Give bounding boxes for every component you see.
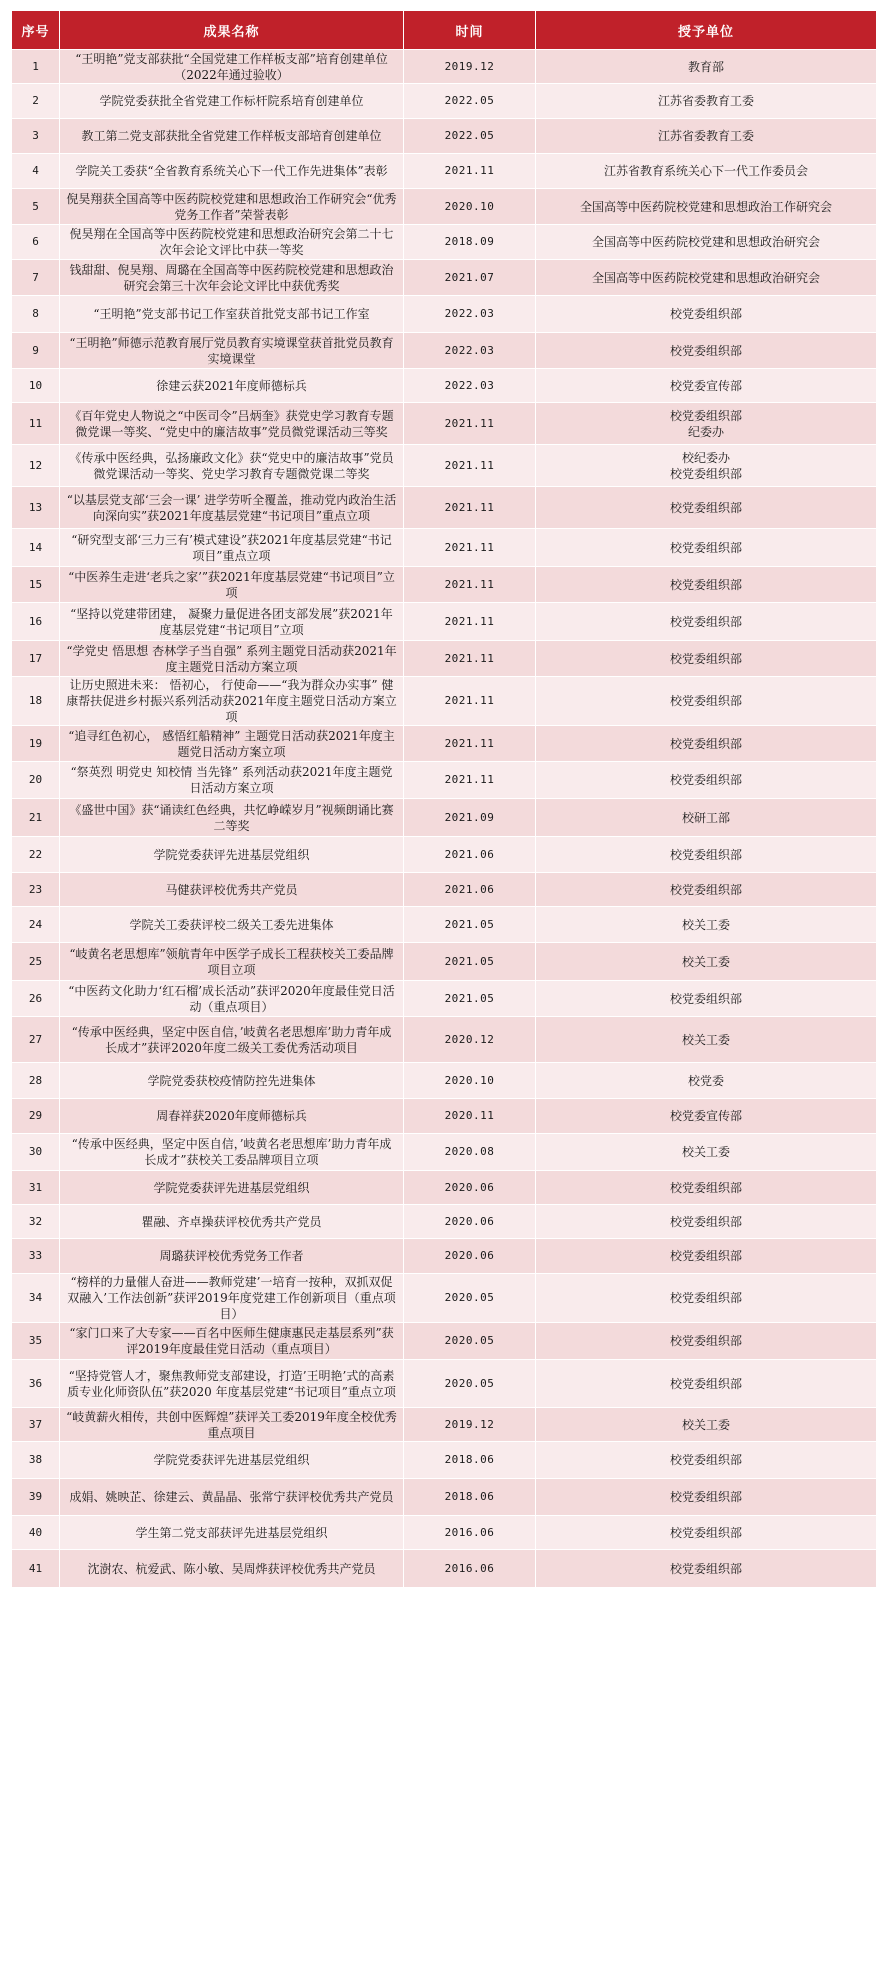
cell-no: 23 bbox=[12, 873, 60, 907]
cell-name: “王明艳”党支部获批“全国党建工作样板支部”培育创建单位（2022年通过验收） bbox=[60, 50, 404, 84]
cell-time: 2020.10 bbox=[404, 1063, 536, 1099]
cell-time: 2021.06 bbox=[404, 873, 536, 907]
cell-time: 2021.05 bbox=[404, 943, 536, 981]
cell-name: “岐黄薪火相传，共创中医辉煌”获评关工委2019年度全校优秀重点项目 bbox=[60, 1408, 404, 1442]
cell-time: 2021.11 bbox=[404, 677, 536, 726]
cell-unit: 校党委组织部 bbox=[536, 677, 877, 726]
cell-name: 学院关工委获“全省教育系统关心下一代工作先进集体”表彰 bbox=[60, 154, 404, 189]
cell-no: 35 bbox=[12, 1323, 60, 1360]
cell-name: 学院党委获校疫情防控先进集体 bbox=[60, 1063, 404, 1099]
cell-unit: 校党委组织部 bbox=[536, 1239, 877, 1274]
cell-time: 2018.09 bbox=[404, 225, 536, 260]
cell-name: “传承中医经典，坚定中医自信，’岐黄名老思想库’助力青年成长成才”获评2020年度二级关工委优秀活动项目 bbox=[60, 1017, 404, 1063]
header-no: 序号 bbox=[12, 11, 60, 50]
table-row bbox=[12, 154, 877, 189]
cell-no: 5 bbox=[12, 189, 60, 225]
table-row bbox=[12, 1134, 877, 1171]
cell-time: 2020.08 bbox=[404, 1134, 536, 1171]
table-row bbox=[12, 260, 877, 296]
table-row bbox=[12, 1063, 877, 1099]
cell-time: 2021.06 bbox=[404, 837, 536, 873]
cell-time: 2021.05 bbox=[404, 981, 536, 1017]
cell-time: 2020.05 bbox=[404, 1360, 536, 1408]
cell-unit: 校党委组织部 纪委办 bbox=[536, 403, 877, 445]
table-row bbox=[12, 1323, 877, 1360]
table-row bbox=[12, 1274, 877, 1323]
cell-unit: 全国高等中医药院校党建和思想政治研究会 bbox=[536, 225, 877, 260]
table-row bbox=[12, 567, 877, 603]
cell-name: “榜样的力量催人奋进——教师党建’一培育一按种，双抓双促双融入’工作法创新”获评2019年度党建工作创新项目（重点项目） bbox=[60, 1274, 404, 1323]
table-row bbox=[12, 84, 877, 119]
cell-no: 15 bbox=[12, 567, 60, 603]
cell-time: 2021.11 bbox=[404, 403, 536, 445]
cell-unit: 校党委组织部 bbox=[536, 837, 877, 873]
table-row bbox=[12, 799, 877, 837]
cell-no: 13 bbox=[12, 487, 60, 529]
cell-time: 2020.06 bbox=[404, 1239, 536, 1274]
header-name: 成果名称 bbox=[60, 11, 404, 50]
cell-time: 2016.06 bbox=[404, 1516, 536, 1550]
cell-unit: 校纪委办 校党委组织部 bbox=[536, 445, 877, 487]
cell-no: 41 bbox=[12, 1550, 60, 1588]
cell-unit: 校党委组织部 bbox=[536, 603, 877, 641]
cell-no: 6 bbox=[12, 225, 60, 260]
cell-time: 2020.10 bbox=[404, 189, 536, 225]
cell-time: 2021.11 bbox=[404, 487, 536, 529]
cell-time: 2020.12 bbox=[404, 1017, 536, 1063]
cell-name: “祭英烈 明党史 知校情 当先锋” 系列活动获2021年度主题党日活动方案立项 bbox=[60, 762, 404, 799]
cell-unit: 校党委组织部 bbox=[536, 529, 877, 567]
table-row bbox=[12, 1360, 877, 1408]
table-body bbox=[12, 50, 877, 1588]
table-row bbox=[12, 529, 877, 567]
cell-no: 25 bbox=[12, 943, 60, 981]
table-row bbox=[12, 50, 877, 84]
cell-no: 18 bbox=[12, 677, 60, 726]
cell-time: 2019.12 bbox=[404, 50, 536, 84]
cell-time: 2021.07 bbox=[404, 260, 536, 296]
achievements-table bbox=[11, 10, 877, 1588]
achievements-table-wrapper bbox=[11, 10, 876, 1588]
cell-unit: 校党委组织部 bbox=[536, 1479, 877, 1516]
cell-unit: 校党委组织部 bbox=[536, 487, 877, 529]
cell-no: 4 bbox=[12, 154, 60, 189]
cell-no: 36 bbox=[12, 1360, 60, 1408]
cell-time: 2021.11 bbox=[404, 529, 536, 567]
cell-no: 16 bbox=[12, 603, 60, 641]
cell-name: 学院关工委获评校二级关工委先进集体 bbox=[60, 907, 404, 943]
cell-unit: 全国高等中医药院校党建和思想政治工作研究会 bbox=[536, 189, 877, 225]
cell-time: 2021.11 bbox=[404, 762, 536, 799]
table-row bbox=[12, 726, 877, 762]
table-header-row bbox=[12, 11, 877, 50]
cell-time: 2018.06 bbox=[404, 1442, 536, 1479]
table-row bbox=[12, 1408, 877, 1442]
cell-no: 19 bbox=[12, 726, 60, 762]
cell-time: 2021.05 bbox=[404, 907, 536, 943]
cell-name: 倪昊翔获全国高等中医药院校党建和思想政治工作研究会“优秀党务工作者”荣誉表彰 bbox=[60, 189, 404, 225]
cell-no: 2 bbox=[12, 84, 60, 119]
cell-name: 周春祥获2020年度师德标兵 bbox=[60, 1099, 404, 1134]
cell-name: 倪昊翔在全国高等中医药院校党建和思想政治研究会第二十七次年会论文评比中获一等奖 bbox=[60, 225, 404, 260]
cell-no: 29 bbox=[12, 1099, 60, 1134]
cell-no: 26 bbox=[12, 981, 60, 1017]
cell-no: 40 bbox=[12, 1516, 60, 1550]
cell-name: 徐建云获2021年度师德标兵 bbox=[60, 369, 404, 403]
cell-name: 学院党委获批全省党建工作标杆院系培育创建单位 bbox=[60, 84, 404, 119]
cell-no: 1 bbox=[12, 50, 60, 84]
cell-name: 瞿融、齐卓操获评校优秀共产党员 bbox=[60, 1205, 404, 1239]
cell-unit: 校研工部 bbox=[536, 799, 877, 837]
table-row bbox=[12, 1205, 877, 1239]
cell-name: “中医药文化助力‘红石榴’成长活动”获评2020年度最佳党日活动（重点项目） bbox=[60, 981, 404, 1017]
cell-unit: 校党委组织部 bbox=[536, 1360, 877, 1408]
cell-unit: 校党委宣传部 bbox=[536, 369, 877, 403]
cell-no: 10 bbox=[12, 369, 60, 403]
cell-unit: 教育部 bbox=[536, 50, 877, 84]
cell-name: “研究型支部‘三力三有’模式建设”获2021年度基层党建“书记项目”重点立项 bbox=[60, 529, 404, 567]
cell-name: 让历史照进未来： 悟初心， 行使命——“我为群众办实事” 健康帮扶促进乡村振兴系列活动获2021年度主题党日活动方案立项 bbox=[60, 677, 404, 726]
cell-name: 教工第二党支部获批全省党建工作样板支部培育创建单位 bbox=[60, 119, 404, 154]
cell-name: “中医养生走进‘老兵之家’”获2021年度基层党建“书记项目”立项 bbox=[60, 567, 404, 603]
cell-time: 2021.11 bbox=[404, 726, 536, 762]
cell-name: 《传承中医经典，弘扬廉政文化》获“党史中的廉洁故事”党员微党课活动一等奖、党史学习教育专题微党课二等奖 bbox=[60, 445, 404, 487]
cell-time: 2022.03 bbox=[404, 333, 536, 369]
cell-unit: 校党委组织部 bbox=[536, 762, 877, 799]
cell-no: 21 bbox=[12, 799, 60, 837]
cell-unit: 校党委组织部 bbox=[536, 1323, 877, 1360]
cell-name: 周璐获评校优秀党务工作者 bbox=[60, 1239, 404, 1274]
cell-name: “家门口来了大专家——百名中医师生健康惠民走基层系列”获评2019年度最佳党日活动（重点项目） bbox=[60, 1323, 404, 1360]
cell-no: 8 bbox=[12, 296, 60, 333]
cell-time: 2020.05 bbox=[404, 1274, 536, 1323]
cell-no: 39 bbox=[12, 1479, 60, 1516]
cell-unit: 校党委组织部 bbox=[536, 1171, 877, 1205]
cell-time: 2022.05 bbox=[404, 84, 536, 119]
table-row bbox=[12, 1171, 877, 1205]
table-row bbox=[12, 873, 877, 907]
cell-name: “追寻红色初心， 感悟红船精神” 主题党日活动获2021年度主题党日活动方案立项 bbox=[60, 726, 404, 762]
table-row bbox=[12, 1550, 877, 1588]
table-row bbox=[12, 641, 877, 677]
cell-time: 2022.05 bbox=[404, 119, 536, 154]
cell-no: 3 bbox=[12, 119, 60, 154]
cell-time: 2021.11 bbox=[404, 567, 536, 603]
table-row bbox=[12, 296, 877, 333]
cell-name: “坚持党管人才，聚焦教师党支部建设，打造’王明艳’式的高素质专业化师资队伍”获2020 年度基层党建“书记项目”重点立项 bbox=[60, 1360, 404, 1408]
cell-name: 学院党委获评先进基层党组织 bbox=[60, 837, 404, 873]
cell-no: 38 bbox=[12, 1442, 60, 1479]
cell-unit: 校党委宣传部 bbox=[536, 1099, 877, 1134]
cell-no: 9 bbox=[12, 333, 60, 369]
header-unit: 授予单位 bbox=[536, 11, 877, 50]
cell-no: 34 bbox=[12, 1274, 60, 1323]
table-row bbox=[12, 189, 877, 225]
cell-unit: 校党委组织部 bbox=[536, 726, 877, 762]
table-row bbox=[12, 225, 877, 260]
table-row bbox=[12, 677, 877, 726]
cell-unit: 校党委组织部 bbox=[536, 1442, 877, 1479]
cell-time: 2021.11 bbox=[404, 445, 536, 487]
cell-name: “坚持以党建带团建， 凝聚力量促进各团支部发展”获2021年度基层党建“书记项目”立项 bbox=[60, 603, 404, 641]
cell-time: 2020.05 bbox=[404, 1323, 536, 1360]
cell-time: 2021.09 bbox=[404, 799, 536, 837]
cell-unit: 校党委组织部 bbox=[536, 1516, 877, 1550]
cell-unit: 校党委组织部 bbox=[536, 981, 877, 1017]
cell-name: 马健获评校优秀共产党员 bbox=[60, 873, 404, 907]
cell-time: 2021.11 bbox=[404, 603, 536, 641]
cell-time: 2022.03 bbox=[404, 296, 536, 333]
cell-no: 11 bbox=[12, 403, 60, 445]
cell-name: 学院党委获评先进基层党组织 bbox=[60, 1171, 404, 1205]
cell-no: 31 bbox=[12, 1171, 60, 1205]
cell-unit: 校党委 bbox=[536, 1063, 877, 1099]
table-row bbox=[12, 943, 877, 981]
cell-unit: 校关工委 bbox=[536, 943, 877, 981]
table-row bbox=[12, 1239, 877, 1274]
cell-name: “学党史 悟思想 杏林学子当自强” 系列主题党日活动获2021年度主题党日活动方案立项 bbox=[60, 641, 404, 677]
table-row bbox=[12, 981, 877, 1017]
cell-name: 学生第二党支部获评先进基层党组织 bbox=[60, 1516, 404, 1550]
cell-no: 14 bbox=[12, 529, 60, 567]
cell-unit: 江苏省委教育工委 bbox=[536, 84, 877, 119]
table-row bbox=[12, 762, 877, 799]
cell-unit: 校党委组织部 bbox=[536, 1205, 877, 1239]
cell-unit: 校关工委 bbox=[536, 1134, 877, 1171]
table-row bbox=[12, 907, 877, 943]
cell-time: 2021.11 bbox=[404, 641, 536, 677]
cell-unit: 江苏省教育系统关心下一代工作委员会 bbox=[536, 154, 877, 189]
cell-unit: 校党委组织部 bbox=[536, 641, 877, 677]
table-row bbox=[12, 1479, 877, 1516]
cell-time: 2020.06 bbox=[404, 1205, 536, 1239]
table-row bbox=[12, 1516, 877, 1550]
cell-no: 30 bbox=[12, 1134, 60, 1171]
cell-no: 24 bbox=[12, 907, 60, 943]
header-time: 时间 bbox=[404, 11, 536, 50]
table-row bbox=[12, 1017, 877, 1063]
cell-time: 2019.12 bbox=[404, 1408, 536, 1442]
cell-name: “王明艳”师德示范教育展厅党员教育实境课堂获首批党员教育实境课堂 bbox=[60, 333, 404, 369]
cell-unit: 全国高等中医药院校党建和思想政治研究会 bbox=[536, 260, 877, 296]
table-row bbox=[12, 487, 877, 529]
cell-name: “以基层党支部‘三会一课’ 进学劳听全覆盖，推动党内政治生活向深向实”获2021年度基层党建“书记项目”重点立项 bbox=[60, 487, 404, 529]
cell-time: 2021.11 bbox=[404, 154, 536, 189]
cell-name: “岐黄名老思想库”领航青年中医学子成长工程获校关工委品牌项目立项 bbox=[60, 943, 404, 981]
table-row bbox=[12, 1442, 877, 1479]
cell-no: 22 bbox=[12, 837, 60, 873]
cell-no: 7 bbox=[12, 260, 60, 296]
cell-unit: 校关工委 bbox=[536, 1408, 877, 1442]
cell-time: 2018.06 bbox=[404, 1479, 536, 1516]
cell-time: 2016.06 bbox=[404, 1550, 536, 1588]
table-row bbox=[12, 603, 877, 641]
table-row bbox=[12, 369, 877, 403]
cell-time: 2020.06 bbox=[404, 1171, 536, 1205]
cell-name: 《百年党史人物说之“中医司令”吕炳奎》获党史学习教育专题微党课一等奖、“党史中的廉洁故事”党员微党课活动三等奖 bbox=[60, 403, 404, 445]
table-row bbox=[12, 837, 877, 873]
cell-no: 32 bbox=[12, 1205, 60, 1239]
cell-no: 12 bbox=[12, 445, 60, 487]
table-row bbox=[12, 445, 877, 487]
cell-unit: 校党委组织部 bbox=[536, 1550, 877, 1588]
cell-time: 2022.03 bbox=[404, 369, 536, 403]
cell-unit: 校关工委 bbox=[536, 907, 877, 943]
cell-no: 37 bbox=[12, 1408, 60, 1442]
cell-name: “王明艳”党支部书记工作室获首批党支部书记工作室 bbox=[60, 296, 404, 333]
cell-name: “传承中医经典，坚定中医自信，’岐黄名老思想库’助力青年成长成才”获校关工委品牌项目立项 bbox=[60, 1134, 404, 1171]
cell-name: 沈澍农、杭爱武、陈小敏、吴周烨获评校优秀共产党员 bbox=[60, 1550, 404, 1588]
cell-name: 钱甜甜、倪昊翔、周璐在全国高等中医药院校党建和思想政治研究会第三十次年会论文评比中获优秀奖 bbox=[60, 260, 404, 296]
cell-time: 2020.11 bbox=[404, 1099, 536, 1134]
cell-unit: 校党委组织部 bbox=[536, 567, 877, 603]
table-row bbox=[12, 403, 877, 445]
table-row bbox=[12, 1099, 877, 1134]
table-row bbox=[12, 119, 877, 154]
cell-unit: 校党委组织部 bbox=[536, 333, 877, 369]
cell-no: 28 bbox=[12, 1063, 60, 1099]
cell-unit: 校党委组织部 bbox=[536, 296, 877, 333]
cell-unit: 江苏省委教育工委 bbox=[536, 119, 877, 154]
cell-no: 17 bbox=[12, 641, 60, 677]
table-row bbox=[12, 333, 877, 369]
cell-name: 学院党委获评先进基层党组织 bbox=[60, 1442, 404, 1479]
cell-no: 20 bbox=[12, 762, 60, 799]
cell-unit: 校党委组织部 bbox=[536, 873, 877, 907]
cell-name: 《盛世中国》获“诵读红色经典，共忆峥嵘岁月”视频朗诵比赛二等奖 bbox=[60, 799, 404, 837]
cell-name: 成娟、姚映芷、徐建云、黄晶晶、张常宁获评校优秀共产党员 bbox=[60, 1479, 404, 1516]
cell-unit: 校党委组织部 bbox=[536, 1274, 877, 1323]
cell-no: 33 bbox=[12, 1239, 60, 1274]
cell-unit: 校关工委 bbox=[536, 1017, 877, 1063]
cell-no: 27 bbox=[12, 1017, 60, 1063]
